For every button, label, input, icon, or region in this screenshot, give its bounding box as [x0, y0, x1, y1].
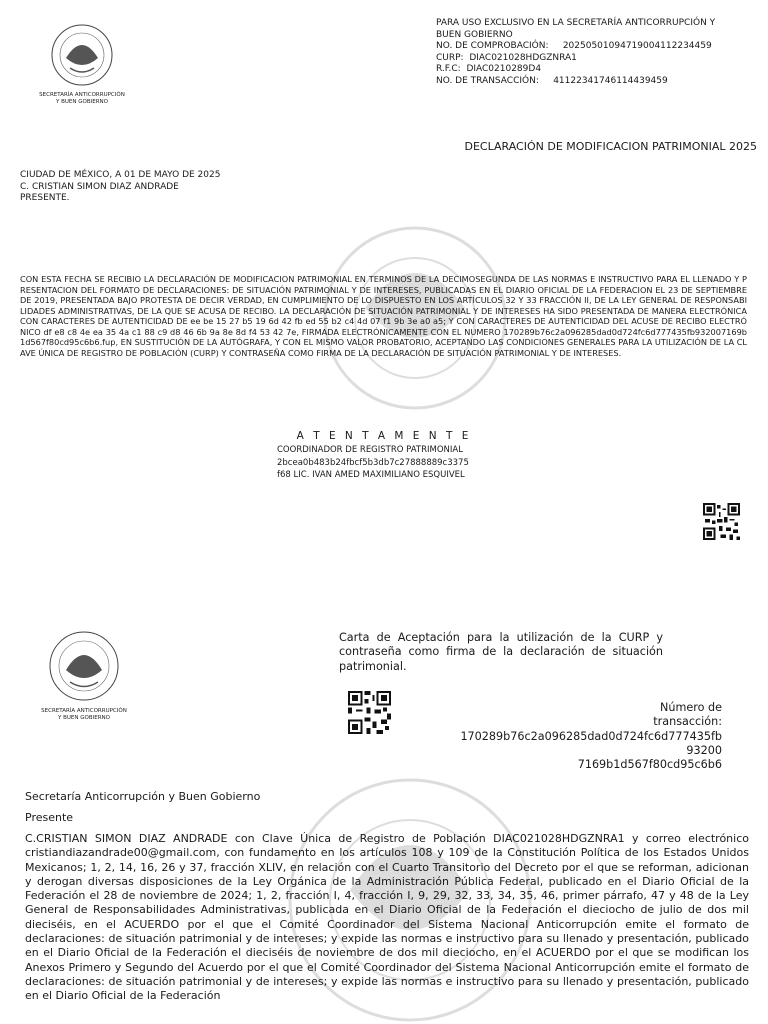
transaction-label-1: Número de	[660, 701, 722, 714]
rfc-row: R.F.C: DIAC0210289D4	[436, 64, 542, 75]
seal-caption-bottom: SECRETARÍA ANTICORRUPCIÓN Y BUEN GOBIERNO	[41, 708, 127, 721]
carta-body-paragraph: C.CRISTIAN SIMON DIAZ ANDRADE con Clave Única de Registro de Población DIAC021028HDGZNRA1 y correo electrónico cristiandiazandrade00@gmail.com, con fundamento en los artículos 108 y 109 de la Constitución Política de los Estados Unidos Mexicanos; 1, 2, 14, 16, 26 y 37, fracción XLIV, en relación con el Cuarto Transitorio del Decreto por el que se reforman, adicionan y derogan diversas disposiciones de la Ley Orgánica de la Administración Pública Federal, publicado en el Diario Oficial de la Federación el 28 de noviembre de 2024; 1, 2, fracción I, 4, fracción I, 9, 29, 32, 33, 34, 35, 46, primer párrafo, 47 y 48 de la Ley General de Responsabilidades Administrativas, publicada en el Diario Oficial de la Federación el dieciocho de julio de dos mil dieciséis, en el ACUERDO por el que el Comité Coordinador del Sistema Nacional Anticorrupción emite el formato de declaraciones: de situación patrimonial y de intereses; y expide las normas e instructivo para su llenado y presentación, publicado en el Diario Oficial de la Federación el dieciséis de noviembre de dos mil dieciocho, en el ACUERDO por el que se modifican los Anexos Primero y Segundo del Acuerdo por el que el Comité Coordinador del Sistema Nacional Anticorrupción emite el formato de declaraciones: de situación patrimonial y de intereses; y expide las normas e instructivo para su llenado y presentación, publicado en el Diario Oficial de la Federación	[25, 832, 749, 1003]
coat-of-arms-icon	[22, 628, 146, 704]
recipient-name: C. CRISTIAN SIMON DIAZ ANDRADE	[20, 181, 179, 192]
address-block	[20, 170, 220, 205]
header-line-2: BUEN GOBIERNO	[436, 29, 513, 40]
presente-label-2: Presente	[25, 811, 74, 824]
signer-hash: 2bcea0b483b24fbcf5b3db7c27888889c3375	[277, 457, 469, 468]
transaction-label-2: transacción:	[653, 715, 722, 729]
transaction-number-block	[420, 701, 722, 772]
transaction-value-1: 170289b76c2a096285dad0d724fc6d777435fb	[460, 729, 722, 743]
curp-row: CURP: DIAC021028HDGZNRA1	[436, 52, 577, 63]
transaccion-row: NO. DE TRANSACCIÓN: 41122341746114439459	[436, 75, 668, 86]
signer-position: COORDINADOR DE REGISTRO PATRIMONIAL	[277, 445, 463, 455]
secretaria-addressee: Secretaría Anticorrupción y Buen Gobierno	[25, 790, 261, 803]
signer-name: f68 LIC. IVAN AMED MAXIMILIANO ESQUIVEL	[277, 470, 465, 480]
signature-block	[277, 444, 469, 482]
seal-logo-top	[20, 22, 144, 106]
watermark-eagle-top	[250, 108, 580, 438]
declaration-receipt-paragraph: CON ESTA FECHA SE RECIBIO LA DECLARACIÓN DE MODIFICACION PATRIMONIAL EN TERMINOS DE LA DECIMOSEGUNDA DE LAS NORMAS E INSTRUCTIVO PARA EL LLENADO Y PRESENTACION DEL FORMATO DE DECLARACIONES: DE SITUACIÓN PATRIMONIAL Y DE INTERESES, PUBLICADAS EN EL DIARIO OFICIAL DE LA FEDERACION EL 23 DE SEPTIEMBRE DE 2019, PRESENTADA BAJO PROTESTA DE DECIR VERDAD, EN CUMPLIMIENTO DE LO DISPUESTO EN LOS ARTÍCULOS 32 Y 33 FRACCIÓN II, DE LA LEY GENERAL DE RESPONSABILIDADES ADMINISTRATIVAS, DE LA QUE SE ACUSA DE RECIBO. LA DECLARACIÓN DE SITUACIÓN PATRIMONIAL Y DE INTERESES HA SIDO PRESENTADA DE MANERA ELECTRÓNICA CON CARACTERES DE AUTENTICIDAD DE ee be 15 27 b5 19 6d 42 fb ed 55 b2 c4 4d 07 f1 9b 3e a0 a5; Y CON CARACTERES DE AUTENTICIDAD DEL ACUSE DE RECIBO ELECTRÓNICO df e8 c8 4e ea 35 4a c1 88 c9 d8 46 6b 9a 8e 8d f4 53 42 7e, FIRMADA ELECTRÓNICAMENTE CON EL NUMERO 170289b76c2a096285dad0d724fc6d777435fb932007169b1d567f80cd95c6b6.fup, EN SUSTITUCIÓN DE LA AUTÓGRAFA, Y CON EL MISMO VALOR PROBATORIO, ACEPTANDO LAS CONDICIONES GENERALES PARA LA UTILIZACIÓN DE LA CLAVE ÚNICA DE REGISTRO DE POBLACIÓN (CURP) Y CONTRASEÑA COMO FIRMA DE LA DECLARACIÓN DE SITUACIÓN PATRIMONIAL Y DE INTERESES.	[20, 274, 747, 358]
city-date: CIUDAD DE MÉXICO, A 01 DE MAYO DE 2025	[20, 170, 221, 180]
carta-aceptacion-title: Carta de Aceptación para la utilización de la CURP y contraseña como firma de la declaración de situación patrimonial.	[339, 631, 663, 673]
seal-caption-top: SECRETARÍA ANTICORRUPCIÓN Y BUEN GOBIERNO	[39, 92, 125, 105]
atentamente-heading: A T E N T A M E N T E	[296, 430, 472, 442]
qr-code-icon-bottom	[348, 691, 391, 734]
comprobacion-row: NO. DE COMPROBACIÓN: 20250501094719004112234459	[436, 41, 712, 52]
transaction-value-2: 93200	[686, 743, 722, 757]
transaction-value-3: 7169b1d567f80cd95c6b6	[577, 758, 722, 772]
header-line-1: PARA USO EXCLUSIVO EN LA SECRETARÍA ANTICORRUPCIÓN Y	[436, 18, 716, 28]
coat-of-arms-icon	[20, 22, 144, 88]
document-title: DECLARACIÓN DE MODIFICACION PATRIMONIAL 2025	[464, 140, 757, 153]
seal-logo-bottom	[22, 628, 146, 722]
exclusive-use-header	[436, 18, 756, 88]
qr-code-icon-top	[703, 503, 740, 540]
presente-label: PRESENTE.	[20, 193, 70, 203]
